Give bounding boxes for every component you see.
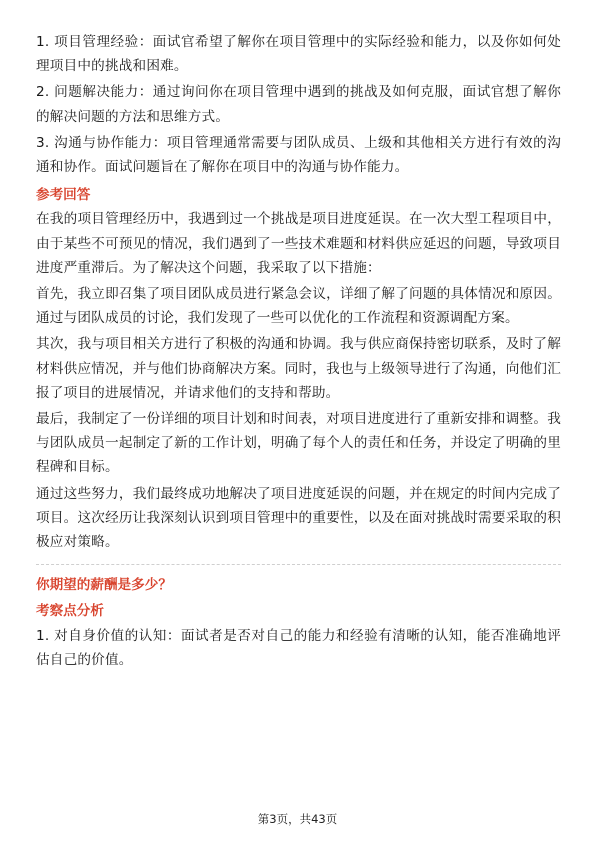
page-number: 第3页，共43页 — [257, 812, 338, 826]
answer-paragraph-first: 首先，我立即召集了项目团队成员进行紧急会议，详细了解了问题的具体情况和原因。通过与团队成员的讨论，我们发现了一些可以优化的工作流程和资源调配方案。 — [36, 286, 561, 327]
analysis-heading: 考察点分析 — [36, 603, 104, 620]
reference-answer-section — [36, 183, 561, 554]
answer-paragraph-intro: 在我的项目管理经历中，我遇到过一个挑战是项目进度延误。在一次大型工程项目中，由于某些不可预见的情况，我们遇到了一些技术难题和材料供应延迟的问题，导致项目进度严重滞后。为了解决这个问题，我采取了以下措施： — [36, 211, 561, 276]
assessment-criteria-list — [36, 30, 561, 179]
section-divider — [36, 564, 561, 565]
criterion-project-experience: 1. 项目管理经验：面试官希望了解你在项目管理中的实际经验和能力，以及你如何处理项目中的挑战和困难。 — [36, 34, 561, 75]
answer-paragraph-second: 其次，我与项目相关方进行了积极的沟通和协调。我与供应商保持密切联系，及时了解材料供应情况，并与他们协商解决方案。同时，我也与上级领导进行了沟通，向他们汇报了项目的进展情况，并请求他们的支持和帮助。 — [36, 336, 561, 401]
document-body — [36, 30, 561, 672]
answer-paragraph-conclusion: 通过这些努力，我们最终成功地解决了项目进度延误的问题，并在规定的时间内完成了项目。这次经历让我深刻认识到项目管理中的重要性，以及在面对挑战时需要采取的积极应对策略。 — [36, 485, 561, 551]
question-title: 你期望的薪酬是多少？ — [36, 577, 172, 594]
criterion-communication: 3. 沟通与协作能力：项目管理通常需要与团队成员、上级和其他相关方进行有效的沟通和协作。面试问题旨在了解你在项目中的沟通与协作能力。 — [36, 134, 561, 176]
analysis-point-self-value: 1. 对自身价值的认知：面试者是否对自己的能力和经验有清晰的认知，能否准确地评估自己的价值。 — [36, 627, 561, 668]
reference-answer-heading: 参考回答 — [36, 187, 91, 204]
criterion-problem-solving: 2. 问题解决能力：通过询问你在项目管理中遇到的挑战及如何克服，面试官想了解你的解决问题的方法和思维方式。 — [36, 84, 561, 125]
answer-paragraph-finally: 最后，我制定了一份详细的项目计划和时间表，对项目进度进行了重新安排和调整。我与团队成员一起制定了新的工作计划，明确了每个人的责任和任务，并设定了明确的里程碑和目标。 — [36, 411, 561, 476]
salary-question-section — [36, 573, 561, 672]
